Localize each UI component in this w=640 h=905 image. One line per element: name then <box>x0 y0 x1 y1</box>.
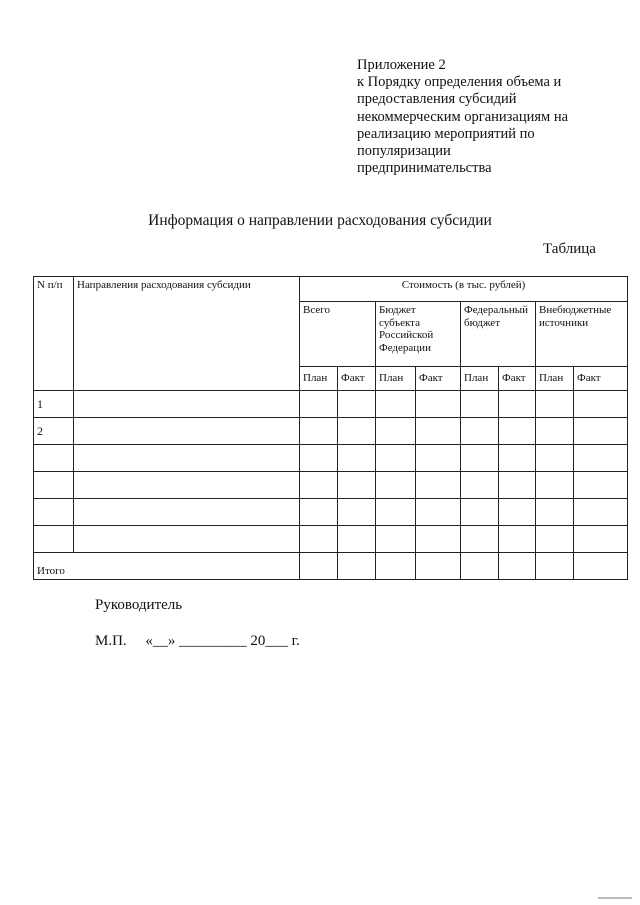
table-cell <box>300 526 338 553</box>
appendix-line: предпринимательства <box>357 160 492 177</box>
table-cell <box>536 391 574 418</box>
signer-label: Руководитель <box>95 597 183 613</box>
table-cell <box>416 553 461 580</box>
table-row <box>34 445 628 472</box>
document-title: Информация о направлении расходования субсидии <box>148 212 492 229</box>
table-cell <box>461 418 499 445</box>
table-cell <box>499 445 536 472</box>
table-cell <box>376 418 416 445</box>
table-cell <box>499 472 536 499</box>
row-number: 2 <box>34 418 74 445</box>
table-cell <box>574 499 628 526</box>
table-cell <box>499 553 536 580</box>
table-cell <box>338 418 376 445</box>
table-cell <box>338 445 376 472</box>
table-row <box>34 472 628 499</box>
table-cell <box>536 445 574 472</box>
table-cell <box>300 391 338 418</box>
table-cell <box>416 499 461 526</box>
table-cell <box>574 472 628 499</box>
table-cell <box>74 499 300 526</box>
header-direction: Направления расходования субсидии <box>74 277 300 391</box>
table-row <box>34 526 628 553</box>
table-cell <box>416 418 461 445</box>
table-cell <box>499 418 536 445</box>
table-cell <box>376 472 416 499</box>
table-cell <box>300 472 338 499</box>
appendix-line: популяризации <box>357 143 451 160</box>
table-cell <box>574 391 628 418</box>
table-cell <box>416 472 461 499</box>
seal-date-line <box>95 633 300 650</box>
row-number <box>34 526 74 553</box>
table-cell <box>416 526 461 553</box>
appendix-line: к Порядку определения объема и <box>357 74 562 91</box>
appendix-block <box>357 57 627 177</box>
seal-label: М.П. <box>95 633 127 649</box>
header-fact: Факт <box>574 367 628 391</box>
table-cell <box>376 391 416 418</box>
scan-mark <box>598 897 632 899</box>
table-cell <box>300 418 338 445</box>
header-group-extrabudget: Внебюджетные источники <box>536 302 628 367</box>
table-cell <box>300 553 338 580</box>
table-cell <box>300 499 338 526</box>
table-cell <box>338 526 376 553</box>
header-cost: Стоимость (в тыс. рублей) <box>300 277 628 302</box>
table-cell <box>74 526 300 553</box>
table-cell <box>461 391 499 418</box>
header-group-total: Всего <box>300 302 376 367</box>
table-cell <box>461 526 499 553</box>
header-plan: План <box>461 367 499 391</box>
table-cell <box>574 553 628 580</box>
table-cell <box>376 499 416 526</box>
header-fact: Факт <box>416 367 461 391</box>
row-number: 1 <box>34 391 74 418</box>
header-group-regional: Бюджет субъекта Российской Федерации <box>376 302 461 367</box>
table-cell <box>461 499 499 526</box>
appendix-line: Приложение 2 <box>357 57 446 73</box>
table-cell <box>338 472 376 499</box>
table-cell <box>338 499 376 526</box>
row-number <box>34 445 74 472</box>
header-plan: План <box>536 367 574 391</box>
header-num: N п/п <box>34 277 74 391</box>
subsidy-table <box>33 276 628 580</box>
table-cell <box>461 553 499 580</box>
table-cell <box>376 445 416 472</box>
table-cell <box>499 499 536 526</box>
table-cell <box>74 472 300 499</box>
header-fact: Факт <box>499 367 536 391</box>
header-plan: План <box>376 367 416 391</box>
table-cell <box>376 526 416 553</box>
table-cell <box>338 391 376 418</box>
row-number <box>34 499 74 526</box>
table-cell <box>574 445 628 472</box>
table-cell <box>574 526 628 553</box>
total-label: Итого <box>34 553 300 580</box>
date-line: «__» _________ 20___ г. <box>145 633 300 649</box>
table-row <box>34 391 628 418</box>
table-cell <box>461 445 499 472</box>
table-cell <box>536 526 574 553</box>
table-cell <box>499 526 536 553</box>
table-cell <box>74 391 300 418</box>
table-cell <box>536 418 574 445</box>
table-cell <box>74 418 300 445</box>
table-cell <box>74 445 300 472</box>
header-group-federal: Федеральный бюджет <box>461 302 536 367</box>
appendix-line: некоммерческим организациям на <box>357 108 569 125</box>
table-cell <box>536 499 574 526</box>
table-cell <box>461 472 499 499</box>
appendix-line: предоставления субсидий <box>357 91 517 108</box>
table-cell <box>416 391 461 418</box>
appendix-line: реализацию мероприятий по <box>357 125 535 142</box>
table-row <box>34 418 628 445</box>
table-body <box>34 391 628 553</box>
row-number <box>34 472 74 499</box>
table-cell <box>499 391 536 418</box>
table-cell <box>416 445 461 472</box>
table-row <box>34 499 628 526</box>
table-cell <box>338 553 376 580</box>
table-cell <box>536 553 574 580</box>
header-fact: Факт <box>338 367 376 391</box>
table-cell <box>300 445 338 472</box>
table-label: Таблица <box>543 241 596 257</box>
table-cell <box>376 553 416 580</box>
table-cell <box>536 472 574 499</box>
table-cell <box>574 418 628 445</box>
header-plan: План <box>300 367 338 391</box>
